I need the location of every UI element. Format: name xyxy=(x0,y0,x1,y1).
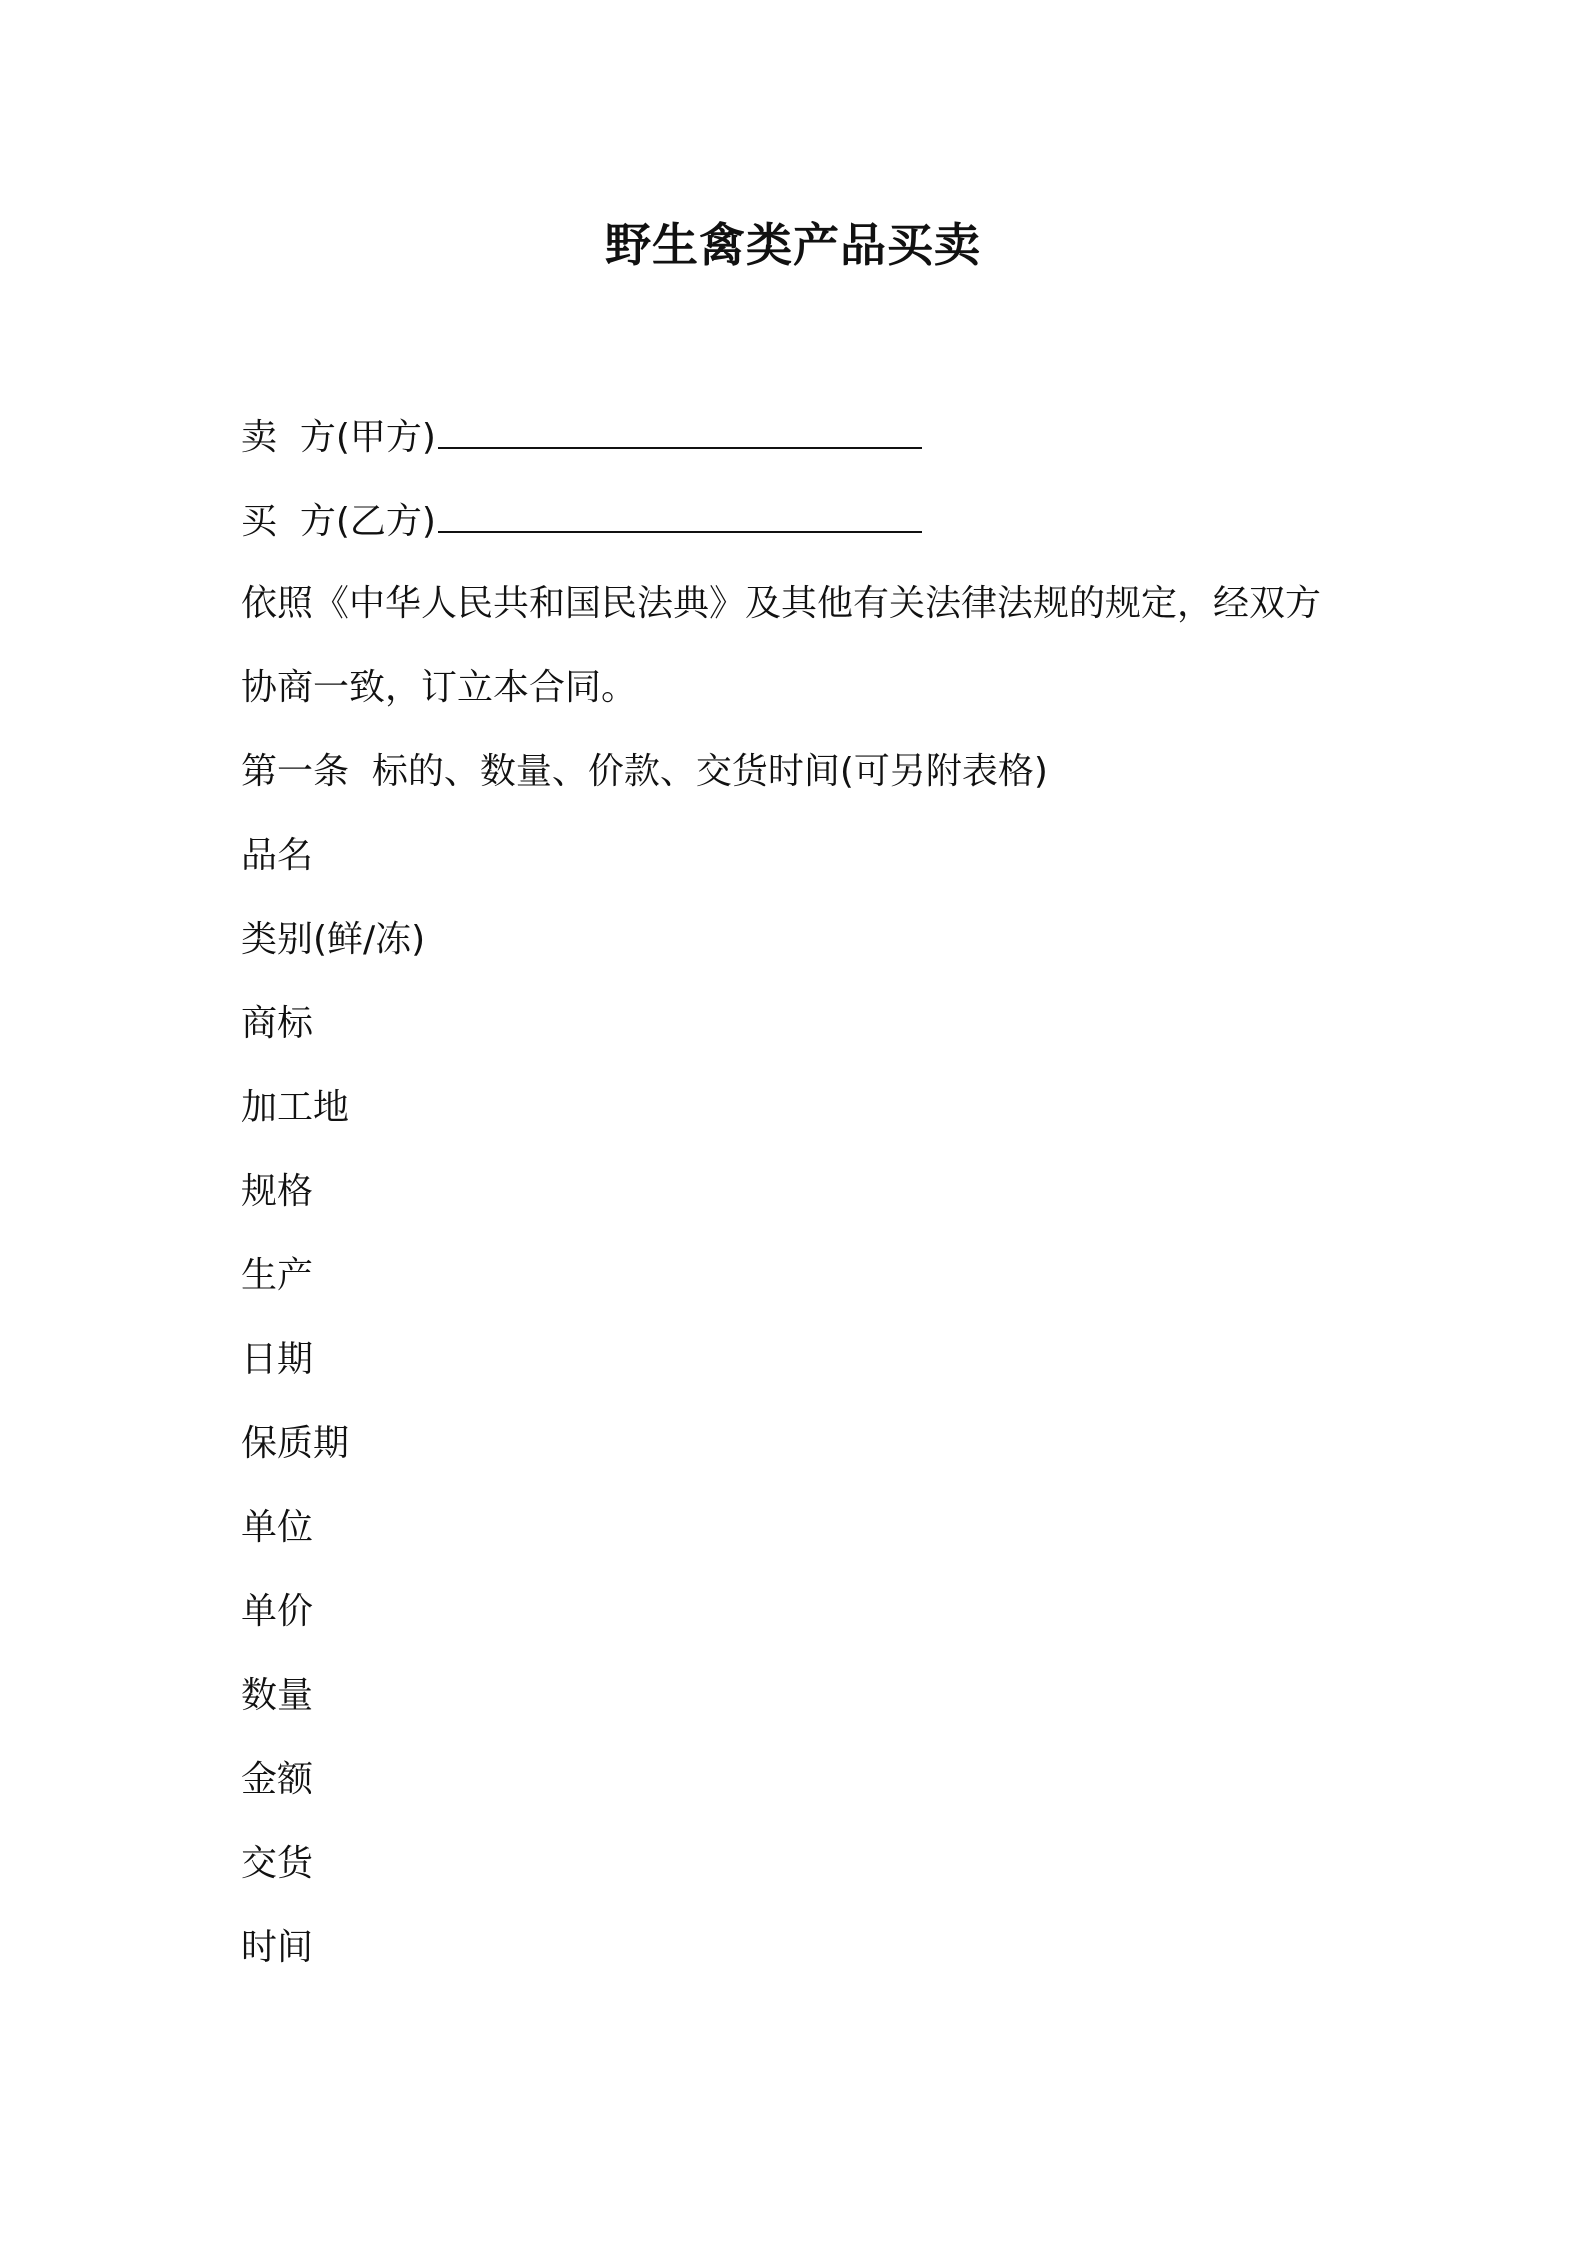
buyer-label: 买 方(乙方) xyxy=(241,501,436,542)
document-body xyxy=(241,407,1391,2003)
intro-line-1: 依照《中华人民共和国民法典》及其他有关法律法规的规定，经双方 xyxy=(241,583,1322,624)
seller-blank-line xyxy=(438,407,922,449)
field-label: 商标 xyxy=(241,1003,314,1044)
article-1-heading: 第一条 标的、数量、价款、交货时间(可另附表格) xyxy=(241,751,1048,792)
buyer-line xyxy=(241,491,1391,575)
buyer-blank-line xyxy=(438,491,922,533)
field-label: 加工地 xyxy=(241,1087,350,1128)
field-label: 时间 xyxy=(241,1927,314,1968)
field-label: 金额 xyxy=(241,1759,314,1800)
seller-line xyxy=(241,407,1391,491)
field-label: 保质期 xyxy=(241,1423,350,1464)
field-label: 单位 xyxy=(241,1507,314,1548)
field-label: 生产 xyxy=(241,1255,314,1296)
document-title: 野生禽类产品买卖 xyxy=(605,218,981,272)
seller-label: 卖 方(甲方) xyxy=(241,417,436,458)
field-label: 交货 xyxy=(241,1843,314,1884)
field-label: 品名 xyxy=(241,835,314,876)
field-label: 数量 xyxy=(241,1675,314,1716)
field-label: 类别(鲜/冻) xyxy=(241,919,426,960)
intro-line-2: 协商一致，订立本合同。 xyxy=(241,667,638,708)
field-label: 单价 xyxy=(241,1591,314,1632)
field-label: 日期 xyxy=(241,1339,314,1380)
field-label: 规格 xyxy=(241,1171,314,1212)
